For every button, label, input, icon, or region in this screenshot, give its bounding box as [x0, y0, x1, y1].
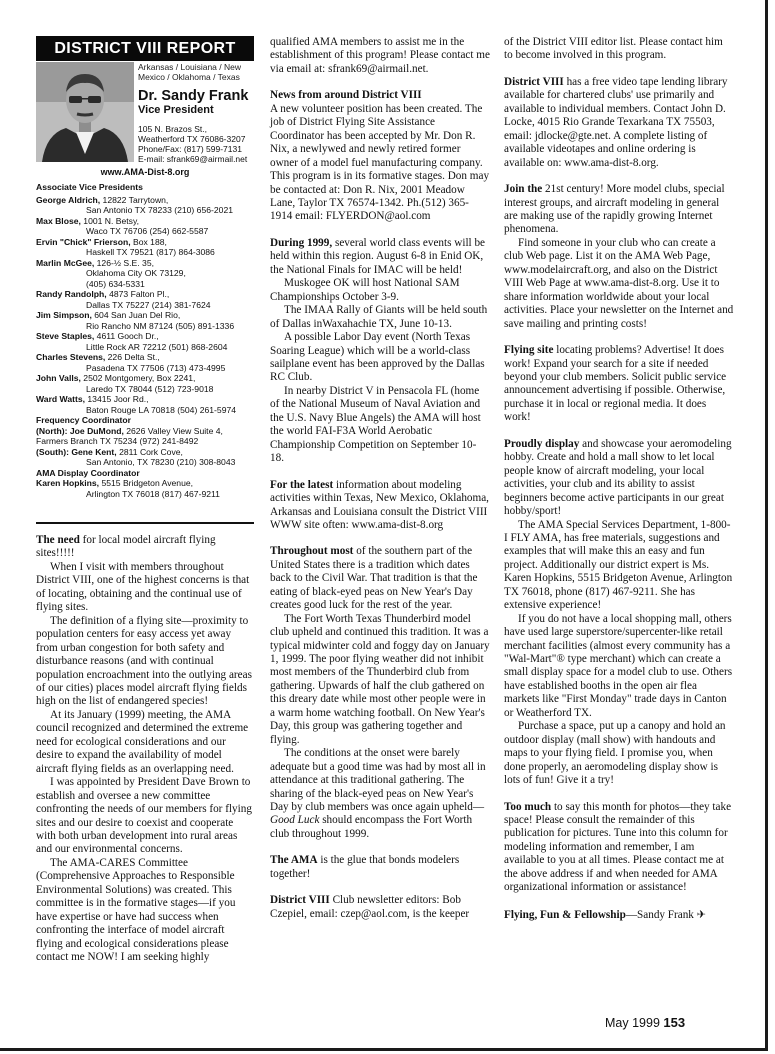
paragraph	[270, 545, 490, 612]
text: Club newsletter editors: Bob Czepiel, email: czep@aol.com, is the keeper	[270, 894, 470, 920]
page-footer	[605, 1015, 685, 1030]
paragraph: qualified AMA members to assist me in the establishment of this program! Please contact me via email at: sfrank69@airmail.net.	[270, 36, 490, 75]
section-heading: News from around District VIII	[270, 89, 422, 102]
paragraph: The definition of a flying site—proximity to population centers for easy access yet away from urban congestion for both safety and disturbance reasons (and with continual population encroachment into the outlying areas of our cities) places model aircraft flying fields high on the list of endangered species!	[36, 614, 252, 708]
text: several world class events will be held within this region. August 6-8 in Enid OK, the National Finals for IMAC will be held!	[270, 236, 486, 276]
associate-entry	[36, 195, 254, 206]
lead-in: The need	[36, 534, 80, 546]
associate-name: Jim Simpson,	[36, 310, 92, 320]
paragraph: Muskogee OK will host National SAM Championships October 3-9.	[270, 277, 460, 303]
paragraph: In nearby District V in Pensacola FL (home of the National Museum of Naval Aviation and the U.S. Navy Blue Angels) the AMA will host the world FAI-F3A World Aerobatic Championship Competition on September 10-18.	[270, 384, 481, 465]
associate-address-line: Little Rock AR 72212 (501) 868-2604	[86, 341, 228, 352]
paragraph: The AMA Special Services Department, 1-800-I FLY AMA, has free materials, suggestions and examples that will make this an easy and fun project. Additionally our district expert is Ms. Karen Hopkins, 5515 Bridgeton Avenue, Arlington TX 76018, phone (817) 467-9211. She has extensive experience!	[504, 518, 733, 612]
lead-in: For the latest	[270, 478, 334, 491]
airplane-icon: ✈	[696, 907, 706, 921]
paragraph	[504, 183, 734, 237]
paragraph	[36, 534, 254, 561]
associate-address: 4873 Falton Pl.,	[109, 289, 170, 299]
associate-address-line: Baton Rouge LA 70818 (504) 261-5974	[86, 404, 237, 415]
paragraph: At its January (1999) meeting, the AMA council recognized and determined the extreme need for ecological considerations and our desire to expand the availability of model aircraft flying fields as an overlapping need.	[36, 708, 249, 775]
associate-address: 2502 Montgomery, Box 2241,	[83, 373, 196, 383]
district-states: Arkansas / Louisiana / New Mexico / Oklahoma / Texas	[138, 62, 241, 82]
lead-in: Throughout most	[270, 545, 354, 558]
text: 21st century! More model clubs, special interest groups, and aircraft modeling in general are making use of the rapidly growing Internet phenomena.	[504, 183, 725, 236]
associate-name: Randy Randolph,	[36, 289, 107, 299]
associate-entry	[36, 331, 254, 342]
paragraph: of the District VIII editor list. Please contact him to become involved in this program.	[504, 36, 723, 62]
associate-address-line: Rio Rancho NM 87124 (505) 891-1336	[86, 320, 235, 331]
display-coordinator	[36, 478, 254, 489]
associate-name: Max Blose,	[36, 215, 81, 226]
officer-title: Vice President	[138, 104, 214, 116]
text: is the glue that bonds modelers together!	[270, 854, 460, 880]
associate-address: 604 San Juan Del Rio,	[94, 310, 181, 320]
text: locating problems? Advertise! It does work! Expand your search for a site if needed beyond your club members. Solicit public service announcement advertising if possible. Otherwise, purchase it in local or regional media. It does work!	[504, 344, 727, 424]
associate-entry	[36, 352, 254, 363]
associate-address: 226 Delta St.,	[107, 352, 160, 362]
signoff-motto: Flying, Fun & Fellowship	[504, 908, 626, 921]
page-number: 153	[663, 1015, 686, 1030]
associate-name: Charles Stevens,	[36, 352, 106, 362]
frequency-south	[36, 447, 254, 458]
frequency-south-label: (South): Gene Kent,	[36, 446, 117, 457]
address-line: Weatherford TX 76086-3207	[138, 134, 246, 144]
associate-address: Box 188,	[132, 236, 167, 247]
lead-in: District VIII	[270, 894, 330, 907]
associate-entry	[36, 216, 254, 227]
text: information about modeling activities within Texas, New Mexico, Oklahoma, Arkansas and Louisiana consult the District VIII WWW site often: www.ama-dist-8.org	[270, 478, 489, 531]
paragraph	[270, 854, 490, 881]
associate-entry	[36, 258, 254, 269]
associate-address-line: Dallas TX 75227 (214) 381-7624	[86, 299, 211, 310]
associate-entry	[36, 394, 254, 405]
column-1-body	[36, 534, 254, 965]
officer-name: Dr. Sandy Frank	[138, 88, 249, 104]
column-2-body	[270, 36, 490, 921]
paragraph	[504, 438, 734, 519]
associate-address: 13415 Joor Rd.,	[87, 394, 149, 404]
paragraph	[270, 747, 490, 841]
paragraph	[270, 237, 490, 277]
associate-entries	[36, 195, 254, 416]
frequency-south-address: 2811 Cork Cove,	[119, 446, 183, 457]
display-line2: Arlington TX 76018 (817) 467-9211	[86, 488, 220, 499]
associate-address: 126-½ S.E. 35,	[96, 257, 154, 268]
text: to say this month for photos—they take space! Please consult the remainder of this publication for pictures. Tune into this column for modeling information and remember, I am available to you at all times. Please contact me at the above address if and when needed for AMA organizational information or assistance!	[504, 800, 732, 894]
lead-in: Join the	[504, 183, 543, 196]
display-address: 5515 Bridgeton Avenue,	[101, 478, 194, 488]
associate-address: 12822 Tarrytown,	[102, 194, 169, 205]
display-heading: AMA Display Coordinator	[36, 467, 140, 478]
address-line: 105 N. Brazos St.,	[138, 124, 207, 134]
associate-name: Marlin McGee,	[36, 257, 95, 268]
associate-entry	[36, 237, 254, 248]
paragraph	[270, 479, 490, 533]
section-divider	[36, 522, 254, 524]
website-link[interactable]: www.AMA-Dist-8.org	[100, 167, 190, 177]
paragraph: The Fort Worth Texas Thunderbird model club upheld and continued this tradition. It was a typical midwinter cold and foggy day on January 1, 1999. The poor flying weather did not inhibit most members of the Thunderbird club from gathering. Upwards of half the club gathered on this dreary date while most other people were in a warm home watching football. On New Year's Day, this group was gathering together and flying.	[270, 612, 490, 746]
lead-in: The AMA	[270, 854, 318, 867]
paragraph: Purchase a space, put up a canopy and hold an outdoor display (mall show) with handouts and maps to your flying field. I promise you, when done properly, an aeromodeling display show is lots of fun! Give it a try!	[504, 720, 726, 787]
paragraph: The AMA-CARES Committee (Comprehensive Approaches to Responsible Environmental Solutions) was created. This committee is in the formative stages—if you have expertise or have had success when confronting the interface of model aircraft flying and ecological considerations please contact me NOW! I am seeking highly	[36, 856, 236, 964]
lead-in: Proudly display	[504, 437, 580, 450]
officer-address	[138, 124, 258, 164]
frequency-north-address: 2626 Valley View Suite 4,	[126, 425, 223, 436]
paragraph: I was appointed by President Dave Brown to establish and oversee a new committee confronting the needs of our members for flying sites and our desire to coexist and cooperate with both urban development into rural areas and our environmental concerns.	[36, 776, 252, 856]
paragraph: Find someone in your club who can create a club Web page. List it on the AMA Web Page, www.modelaircraft.org, and also on the District VIII Web Page at www.ama-dist-8.org. Use it to share information worldwide about your local activities. Place your newsletter on the Internet and save mailing and printing costs!	[504, 236, 734, 330]
text: should encompass the Fort Worth club throughout 1999.	[270, 814, 473, 840]
associate-address-line: Pasadena TX 77506 (713) 473-4995	[86, 362, 226, 373]
phone: Phone/Fax: (817) 599-7131	[138, 144, 242, 154]
associate-name: Steve Staples,	[36, 331, 95, 341]
frequency-heading: Frequency Coordinator	[36, 415, 132, 425]
associate-address-line: Laredo TX 78044 (512) 723-9018	[86, 383, 214, 394]
issue-date: May 1999	[605, 1016, 660, 1030]
associate-name: John Valls,	[36, 373, 81, 383]
associate-name: Ward Watts,	[36, 394, 86, 404]
signoff-name: —Sandy Frank	[625, 908, 694, 921]
lead-in: District VIII	[504, 75, 564, 88]
display-name: Karen Hopkins,	[36, 478, 100, 488]
associate-address: 4611 Gooch Dr.,	[96, 331, 159, 341]
associate-entry	[36, 310, 254, 321]
associate-heading: Associate Vice Presidents	[36, 182, 143, 192]
associate-name: Ervin "Chick" Frierson,	[36, 236, 131, 247]
associate-address-line: (405) 634-5331	[86, 278, 145, 289]
column-title: DISTRICT VIII REPORT	[36, 36, 254, 61]
associate-address: 1001 N. Betsy,	[83, 215, 140, 226]
lead-in: Flying site	[504, 344, 554, 357]
associate-address-line: Haskell TX 79521 (817) 864-3086	[86, 247, 215, 257]
associate-list	[36, 182, 254, 499]
associate-entry	[36, 289, 254, 300]
signoff	[504, 908, 734, 922]
lead-in: During 1999,	[270, 236, 333, 249]
associate-entry	[36, 373, 254, 384]
associate-name: George Aldrich,	[36, 194, 101, 205]
lead-in: Too much	[504, 800, 552, 813]
paragraph	[270, 894, 490, 921]
text: The conditions at the onset were barely adequate but a good time was had by most all in attendance at this traditional gathering. The sharing of the black-eyed peas on New Year's Day by club members was once again upheld—	[270, 747, 486, 814]
paragraph: When I visit with members throughout District VIII, one of the highest concerns is that of locating, obtaining and the continual use of flying sites.	[36, 560, 250, 614]
frequency-north-line2: Farmers Branch TX 75234 (972) 241-8492	[36, 436, 199, 446]
column-3-body	[504, 36, 734, 922]
paragraph: A new volunteer position has been created. The job of District Flying Site Assistance Coordinator has been accepted by Mr. Don R. Nix, a newlywed and newly retired former owner of a model fuel manufacturing company. This program is in its formative stages. Don may be contacted at: Don R. Nix, 2001 Meadow Lane, Taylor TX 76574-1342. Ph.(512) 365-1914 email: FLYERDON@aol.com	[270, 102, 490, 223]
text: has a free video tape lending library available for chartered clubs' use primarily and available to individual members. Contact John D. Locke, 4015 Rio Grande Texarkana TX 75503, email: jdlocke@gte.net. A complete listing of available videotapes and online ordering is available on: www.ama-dist-8.org.	[504, 75, 728, 169]
associate-address-line: Oklahoma City OK 73129,	[86, 268, 186, 278]
paragraph	[504, 801, 734, 895]
paragraph: The IMAA Rally of Giants will be held south of Dallas inWaxahachie TX, June 10-13.	[270, 304, 488, 330]
frequency-north	[36, 426, 254, 437]
portrait-photo	[36, 62, 134, 162]
associate-address-line: San Antonio TX 78233 (210) 656-2021	[86, 205, 234, 215]
associate-address-line: Waco TX 76706 (254) 662-5587	[86, 226, 209, 236]
paragraph: A possible Labor Day event (North Texas Soaring League) which will be a world-class sailplane event has been approved by the Dallas RC Club.	[270, 331, 485, 384]
text: and showcase your aeromodeling hobby. Create and hold a mall show to let local people know of aircraft modeling, your local activities, your club and its ability to assist beginners become active participants in our great hobby/sport!	[504, 437, 732, 518]
paragraph: If you do not have a local shopping mall, others have used large superstore/supercenter-like retail merchant facilities (almost every community has a "Wal-Mart"® type merchant) which can create a small display space for a model club to use. Others have established booths in the open air flea markets like "First Monday" trade days in Canton or Weatherford TX.	[504, 612, 733, 719]
emphasis: Good Luck	[270, 814, 320, 827]
paragraph	[504, 344, 734, 425]
text: for local model aircraft flying sites!!!!!	[36, 534, 216, 560]
text: of the southern part of the United States there is a tradition which dates back to the Civil War. That tradition is that the eating of black-eyed peas on New Year's Day creates good luck for the rest of the year.	[270, 545, 478, 612]
email: E-mail: sfrank69@airmail.net	[138, 154, 248, 164]
paragraph	[504, 76, 734, 170]
frequency-south-line2: San Antonio, TX 78230 (210) 308-8043	[86, 457, 236, 467]
frequency-north-label: (North): Joe DuMond,	[36, 425, 124, 436]
